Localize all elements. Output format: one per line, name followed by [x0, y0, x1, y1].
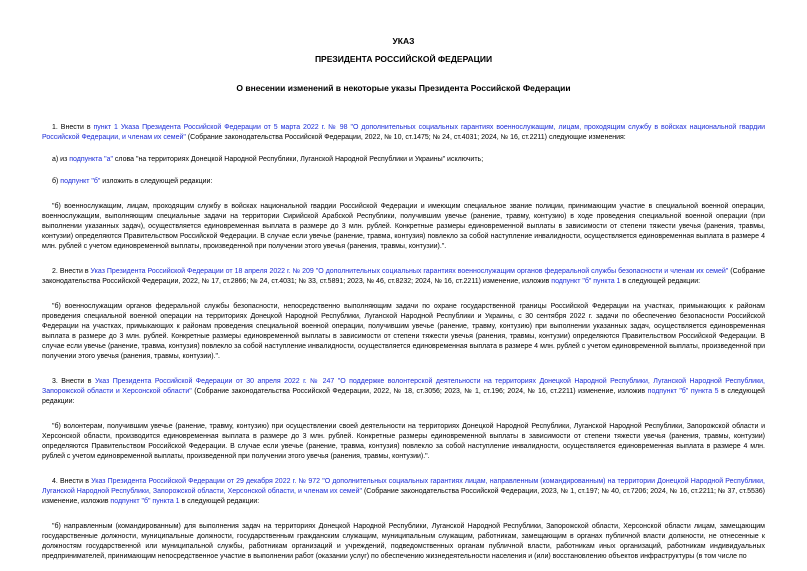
paragraph-1b: [42, 177, 765, 187]
link-point-1[interactable]: пункт 1: [93, 124, 118, 131]
paragraph-1-lead: 1. Внести в: [52, 124, 94, 131]
paragraph-1-rest: (Собрание законодательства Российской Федерации, 2022, № 10, ст.1475; № 24, ст.4031; 2024, № 16, ст.2211) следующие изменения:: [185, 134, 626, 141]
paragraph-3-lead: 3. Внести в: [52, 378, 95, 385]
paragraph-1: [42, 123, 765, 143]
paragraph-2: [42, 267, 765, 287]
link-decree-209[interactable]: Указ Президента Российской Федерации от 18 апреля 2022 г. № 209 "О дополнительных социальных гарантиях военнослужащим органов федеральной службы безопасности и членам их семей": [90, 268, 729, 275]
paragraph-1a-rest: слова "на территориях Донецкой Народной Республики, Луганской Народной Республики и Украины" исключить;: [112, 156, 484, 163]
paragraph-1b-rest: изложить в следующей редакции:: [100, 178, 213, 185]
paragraph-2-rest: в следующей редакции:: [620, 278, 701, 285]
paragraph-4-mid: (Собрание законодательства Российской Федерации, 2023, № 1, ст.197; № 40, ст.7206; 2024, № 16, ст.2211; № 37, ст.5536) изменение, изложив: [42, 488, 765, 505]
paragraph-4-text: "б) направленным (командированным) для выполнения задач на территориях Донецкой Народной Республики, Луганской Народной Республики, Запорожской области, Херсонской области лицам, замещающим государственные должности, муниципальные должности, государственным гражданским служащим, муниципальным служащим, работникам, замещающим в органах публичной власти должности, не отнесенные к должностям государственной или муниципальной службы, работникам организаций и учреждений, подведомственных органам публичной власти, работникам иных организаций, работникам индивидуальных предпринимателей, принимающим непосредственное участие в выполнении работ (оказании услуг) по обеспечению жизнедеятельности населения и (или) восстановлению объектов инфраструктуры (в том числе по: [42, 523, 765, 560]
link-decree-247[interactable]: Указ Президента Российской Федерации от 30 апреля 2022 г. № 247 "О поддержке волонтерской деятельности на территориях Донецкой Народной Республики, Луганской Народной Республики, Запорожской области и Херсонской области": [42, 378, 765, 395]
link-subpoint-a[interactable]: подпункта "а": [69, 156, 113, 163]
paragraph-2-lead: 2. Внести в: [52, 268, 91, 275]
paragraph-2-text: "б) военнослужащим органов федеральной службы безопасности, непосредственно выполняющим задачи по охране государственной границы Российской Федерации на участках, примыкающих к районам проведения специальной военной операции на территориях Донецкой Народной Республики, Луганской Народной Республики и Украины, с 30 сентября 2022 г. задачи по обеспечению безопасности Российской Федерации на участках, примыкающих к районам проведения специальной военной операции, получившим увечье (ранение, травму, контузию) при выполнении указанных задач, осуществляется единовременная выплата в размере до 3 млн. рублей. Конкретные размеры единовременной выплаты в зависимости от степени тяжести увечья (ранения, травмы, контузии) определяются Правительством Российской Федерации. В случае если увечье (ранение, травма, контузия) повлекло за собой наступление инвалидности, осуществляется единовременная выплата в размере 4 млн. рублей с учетом единовременной выплаты, произведенной при получении этого увечья (ранения, травмы, контузии).".: [42, 303, 765, 360]
paragraph-1a-lead: а) из: [52, 156, 70, 163]
link-subpoint-b[interactable]: подпункт "б": [60, 178, 101, 185]
paragraph-3-text: "б) волонтерам, получившим увечье (ранение, травму, контузию) при осуществлении своей деятельности на территориях Донецкой Народной Республики, Луганской Народной Республики, Запорожской области и Херсонской области, производится единовременная выплата в размере до 3 млн. рублей. Конкретные размеры единовременной выплаты в зависимости от степени тяжести увечья (ранения, травмы, контузии) определяются Правительством Российской Федерации. В случае если увечье (ранение, травма, контузия) повлекло за собой наступление инвалидности, осуществляется единовременная выплата в размере 4 млн. рублей с учетом единовременной выплаты, произведенной при получении этого увечья (ранения, травмы, контузии).".: [42, 423, 765, 460]
paragraph-4: [42, 477, 765, 507]
link-decree-209-subpoint[interactable]: подпункт "б" пункта 1: [551, 278, 621, 285]
paragraph-3-rest: в следующей редакции:: [42, 388, 765, 405]
document-title: О внесении изменений в некоторые указы Президента Российской Федерации: [236, 83, 571, 93]
paragraph-4-lead: 4. Внести в: [52, 478, 92, 485]
paragraph-1b-lead: б): [52, 178, 61, 185]
link-decree-247-subpoint[interactable]: подпункт "б" пункта 5: [647, 388, 719, 395]
document-heading: УКАЗ: [392, 36, 415, 46]
paragraph-3-mid: (Собрание законодательства Российской Федерации, 2022, № 18, ст.3056; 2023, № 1, ст.196; 2024, № 16, ст.2211) изменение, изложив: [191, 388, 648, 395]
link-decree-972[interactable]: Указ Президента Российской Федерации от 29 декабря 2022 г. № 972 "О дополнительных социальных гарантиях лицам, направленным (командированным) на территории Донецкой Народной Республики, Луганской Народной Республики, Запорожской области, Херсонской области, и членам их семей": [42, 478, 766, 495]
paragraph-1b-text: "б) военнослужащим, лицам, проходящим службу в войсках национальной гвардии Российской Федерации и имеющим специальное звание полиции, принимающим участие в специальной военной операции, военнослужащим, выполняющим специальные задачи на территории Сирийской Арабской Республики, получившим увечье (ранение, травму, контузию) в ходе проведения специальной военной операции (при выполнении указанных задач), осуществляется единовременная выплата в размере до 3 млн. рублей. Конкретные размеры единовременной выплаты в зависимости от степени тяжести увечья (ранения, травмы, контузии) определяются Правительством Российской Федерации. В случае если увечье (ранение, травма, контузия) повлекло за собой наступление инвалидности, осуществляется единовременная выплата в размере 4 млн. рублей с учетом единовременной выплаты, произведенной при получении этого увечья (ранения, травмы, контузии).".: [42, 203, 765, 250]
paragraph-1a: [42, 155, 765, 165]
paragraph-4-rest: в следующей редакции:: [179, 498, 260, 505]
link-decree-98[interactable]: Указа Президента Российской Федерации от 5 марта 2022 г. № 98 "О дополнительных социальных гарантиях военнослужащим, лицам, проходящим службу в войсках национальной гвардии Российской Федерации, и членам их семей": [42, 124, 766, 141]
link-decree-972-subpoint[interactable]: подпункт "б" пункта 1: [110, 498, 180, 505]
document-issuer: ПРЕЗИДЕНТА РОССИЙСКОЙ ФЕДЕРАЦИИ: [314, 54, 493, 64]
paragraph-3: [42, 377, 765, 407]
paragraph-2-mid: (Собрание законодательства Российской Федерации, 2022, № 17, ст.2866; № 24, ст.4031; № 33, ст.5891; 2023, № 46, ст.8232; 2024, № 16, ст.2211) изменение, изложив: [42, 268, 765, 285]
